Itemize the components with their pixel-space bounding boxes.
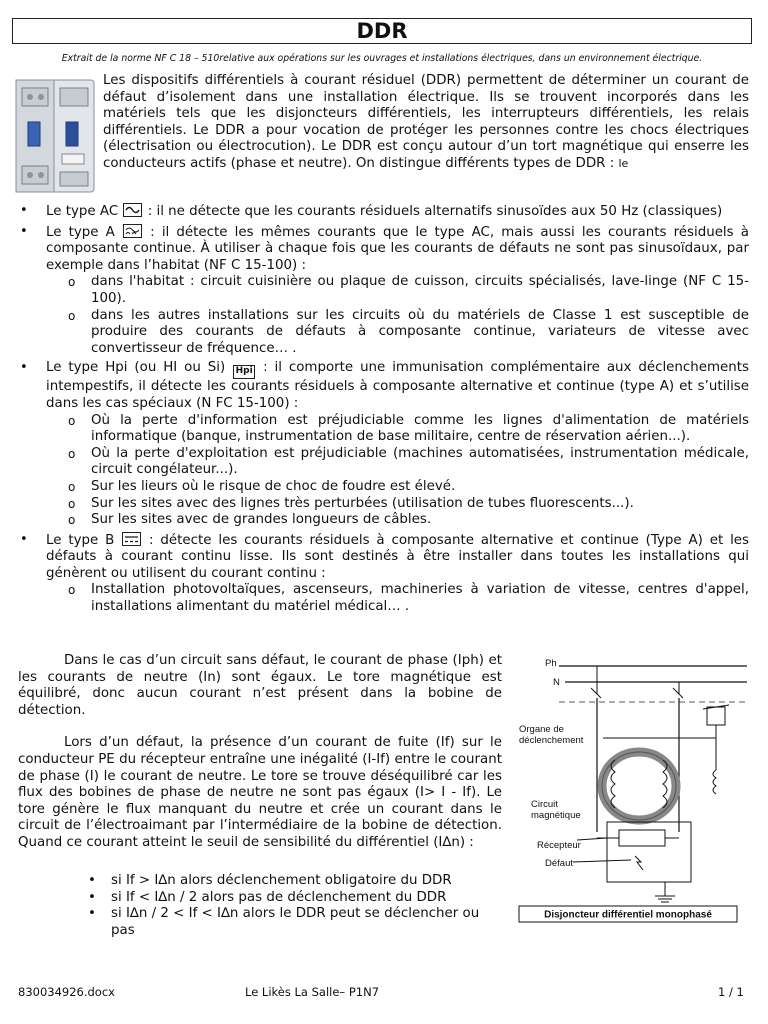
list-subitem: o dans l'habitat : circuit cuisinière ou plaque de cuisson, circuits spécialisés, lave-linge (NF C 15-100).: [68, 274, 749, 306]
list-item: • si If > I∆n alors déclenchement obligatoire du DDR: [88, 873, 452, 888]
list-subitem: o Où la perte d'exploitation est préjudiciable (machines automatisées, instrumentation médicale, circuit congélateur...).: [68, 445, 749, 478]
list-item-type-hpi: • Le type Hpi (ou HI ou Si) Hpi : il comporte une immunisation complémentaire aux déclenchements intempestifs, il détecte les courants résiduels à composante alternative et continue (type A) et s’utilise dans les cas spéciaux (N FC 15-100) :: [20, 360, 749, 411]
label-recepteur: Récepteur: [537, 840, 581, 851]
label-organe-1: Organe de: [519, 724, 564, 735]
norm-extract-note: Extrait de la norme NF C 18 – 510relative aux opérations sur les ouvrages et installations électriques, dans un environnement électrique.: [61, 53, 703, 64]
list-subitem: o dans les autres installations sur les circuits où du matériels de Classe 1 est susceptible de produire des courants de défauts à composante continue, variateurs de vitesse avec convertisseur de fréquence… .: [68, 307, 749, 356]
footer-filename: 830034926.docx: [18, 985, 115, 999]
paragraph-no-fault: Dans le cas d’un circuit sans défaut, le courant de phase (Iph) et les courants de neutre (In) sont égaux. Le tore magnétique est équilibré, donc aucun courant n’est présent dans la bobine de détection.: [18, 653, 502, 718]
ddr-device-image: [14, 74, 96, 198]
list-subitem: o Sur les sites avec de grandes longueurs de câbles.: [68, 512, 432, 528]
footer-school: Le Likès La Salle– P1N7: [245, 985, 380, 999]
list-item: • si I∆n / 2 < If < I∆n alors le DDR peut se déclencher ou pas: [88, 906, 480, 938]
label-circuit-2: magnétique: [531, 810, 581, 821]
trip-conditions-list: [0, 873, 520, 939]
list-item-type-b: • Le type B : détecte les courants résiduels à composante alternative et continue (Type A) et les défauts à courant continu lisse. Ils sont destinés à être installer dans toutes les installations qui génèrent ou utilisent du courant continu :: [20, 531, 750, 581]
label-circuit-1: Circuit: [531, 799, 558, 810]
list-subitem: o Sur les lieurs où le risque de choc de foudre est élevé.: [68, 478, 456, 494]
type-a-pulsed-symbol-icon: [123, 224, 142, 238]
list-item-type-a: • Le type A : il détecte les mêmes courants que le type AC, mais aussi les courants résiduels à composante continue. À utiliser à chaque fois que les courants de défauts ne sont pas sinusoïdaux, par exemple dans l’habitat (NF C 15-100) :: [20, 223, 749, 273]
intro-paragraph: Les dispositifs différentiels à courant résiduel (DDR) permettent de déterminer un courant de défaut d’isolement dans une installation électrique. Ils se trouvent incorporés dans les matériels tels que les disjoncteurs différentiels, les interrupteurs différentiels, les relais différentiels. Le DDR a pour vocation de protéger les personnes contre les chocs électriques (électrisation ou électrocution). Le DDR est conçu autour d’un tort magnétique qui enserre les conducteurs actifs (phase et neutre). On distingue différents types de DDR : le: [103, 73, 749, 171]
list-subitem: o Installation photovoltaïques, ascenseurs, machineries à variation de vitesse, centres d'appel, installations alimentant du matériel médical… .: [68, 582, 749, 615]
list-item: • si If < I∆n / 2 alors pas de déclenchement du DDR: [88, 889, 447, 905]
footer-page-number: 1 / 1: [718, 985, 744, 999]
diagram-caption: Disjoncteur différentiel monophasé: [544, 909, 712, 921]
ac-sine-symbol-icon: [123, 203, 142, 217]
label-phase: Ph: [545, 658, 557, 669]
rcd-circuit-diagram: [515, 652, 755, 928]
hpi-symbol-icon: Hpi: [233, 365, 255, 379]
list-item-type-ac: • Le type AC : il ne détecte que les courants résiduels alternatifs sinusoïdes aux 50 Hz (classiques): [20, 203, 723, 219]
type-b-dc-symbol-icon: [122, 532, 141, 546]
paragraph-fault: Lors d’un défaut, la présence d’un courant de fuite (If) sur le conducteur PE du récepteur entraîne une inégalité (I-If) entre le courant de phase (I) le courant de neutre. Le tore se trouve déséquilibré car les flux des bobines de phase de neutre ne sont pas égaux (I> I - If). Le tore génère le flux manquant du neutre et crée un courant dans le circuit de l’électroaimant par l’intermédiaire de la bobine de détection. Quand ce courant atteint le seuil de sensibilité du différentiel (I∆n) :: [18, 735, 502, 850]
list-subitem: o Sur les sites avec des lignes très perturbées (utilisation de tubes fluorescents...).: [68, 495, 634, 511]
label-neutral: N: [553, 677, 560, 688]
label-defaut: Défaut: [545, 858, 573, 869]
ddr-type-list: [0, 203, 768, 616]
page-title: DDR: [12, 18, 752, 44]
operation-explanation: [18, 653, 502, 852]
list-subitem: o Où la perte d'information est préjudiciable comme les lignes d'alimentation de matériels informatique (banque, instrumentation de base militaire, centre de réservation aérien...).: [68, 412, 749, 445]
label-organe-2: déclenchement: [519, 735, 584, 746]
